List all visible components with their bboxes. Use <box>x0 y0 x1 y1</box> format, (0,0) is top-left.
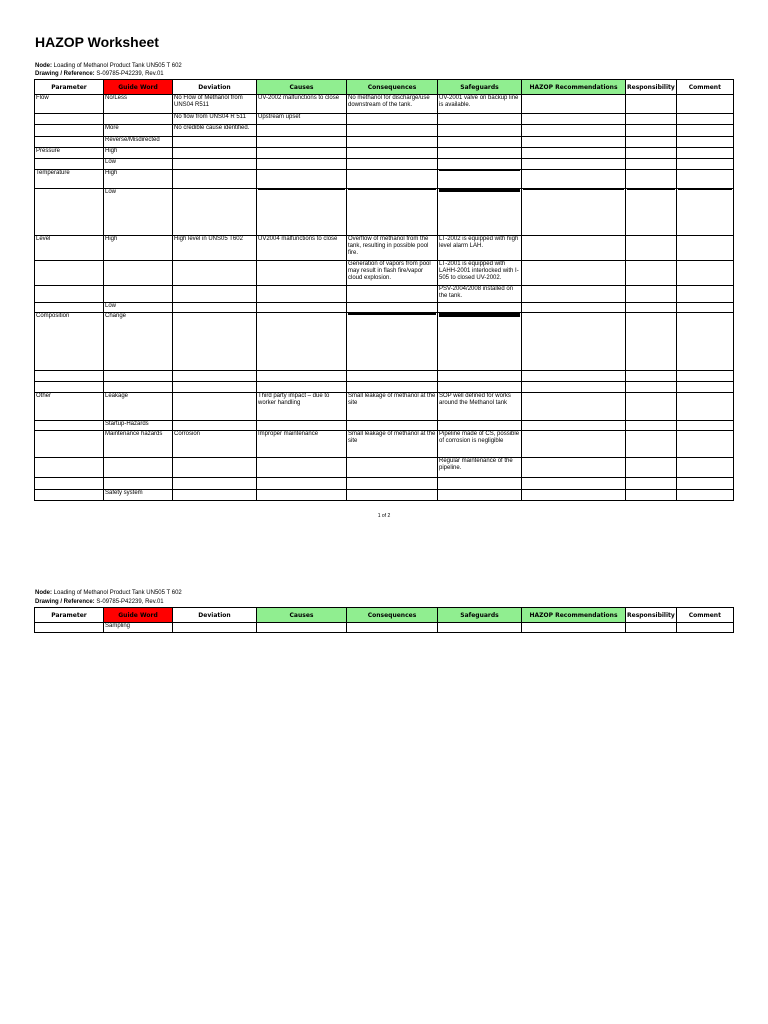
header-deviation: Deviation <box>173 608 257 623</box>
header-recommendations: HAZOP Recommendations <box>522 80 626 95</box>
drawing-line <box>35 70 164 78</box>
cell-consequence: Small leakage of methanol at the site <box>347 431 438 458</box>
cell-safeguard: LT-2001 is equipped with LAHH-2001 interlocked with I-505 to closed UV-2002. <box>438 261 522 286</box>
table-row <box>35 371 734 382</box>
cell-safeguard: Pipeline made of CS, possible of corrosion is negligible <box>438 431 522 458</box>
cell-safeguard: SOP well defined for works around the Methanol tank <box>438 393 522 421</box>
header-parameter: Parameter <box>35 608 104 623</box>
table-row <box>35 148 734 159</box>
table-row <box>35 286 734 303</box>
cell-cause: UV2004 malfunctions to close <box>257 236 347 261</box>
cell-safeguard: LT-2002 is equipped with high level alarm LAH. <box>438 236 522 261</box>
cell-guide-word: Startup-Hazards <box>104 421 173 431</box>
header-row <box>35 80 734 95</box>
header-consequences: Consequences <box>347 80 438 95</box>
cell-guide-word: High <box>104 148 173 159</box>
table-row <box>35 421 734 431</box>
cell-consequence: Generation of vapors from pool may result in flash fire/vapor cloud explosion. <box>347 261 438 286</box>
cell-guide-word: More <box>104 125 173 137</box>
header-comment: Comment <box>676 80 733 95</box>
table-row <box>35 623 734 633</box>
cell-guide-word: Sampling <box>104 623 173 633</box>
cell-safeguard: UV-2001 valve on backup line is available. <box>438 95 522 114</box>
header-guide-word: Guide Word <box>104 80 173 95</box>
header-responsibility: Responsibility <box>626 80 677 95</box>
table-row <box>35 236 734 261</box>
cell-deviation: No credible cause identified. <box>173 125 257 137</box>
cell-deviation: High level in UNS05 T602 <box>173 236 257 261</box>
cell-cause: UV-2002 malfunctions to close <box>257 95 347 114</box>
cell-guide-word: High <box>104 170 173 189</box>
header-deviation: Deviation <box>173 80 257 95</box>
cell-consequence: No methanol for discharge/use downstream of the tank. <box>347 95 438 114</box>
table-row <box>35 303 734 313</box>
drawing-label: Drawing / Reference: <box>35 71 95 77</box>
header-recommendations: HAZOP Recommendations <box>522 608 626 623</box>
cell-consequence: Small leakage of methanol at the site <box>347 393 438 421</box>
node-label: Node: <box>35 590 52 596</box>
table-row <box>35 393 734 421</box>
header-causes: Causes <box>257 80 347 95</box>
drawing-label: Drawing / Reference: <box>35 599 95 605</box>
node-line <box>35 589 182 597</box>
cell-param: Pressure <box>35 148 104 159</box>
cell-deviation: No flow from UNS04 R 511 <box>173 114 257 125</box>
hazop-table <box>34 79 734 501</box>
cell-guide-word: Low <box>104 159 173 170</box>
cell-guide-word: Safety system <box>104 490 173 501</box>
header-responsibility: Responsibility <box>626 608 677 623</box>
header-row <box>35 608 734 623</box>
node-line <box>35 62 182 70</box>
header-consequences: Consequences <box>347 608 438 623</box>
cell-param: Other <box>35 393 104 421</box>
cell-safeguard: PSV-2004/2008 installed on the tank. <box>438 286 522 303</box>
table-row <box>35 137 734 148</box>
cell-guide-word: No/Less <box>104 95 173 114</box>
header-parameter: Parameter <box>35 80 104 95</box>
table-row <box>35 431 734 458</box>
table-row <box>35 382 734 393</box>
cell-cause: Upstream upset <box>257 114 347 125</box>
table-row <box>35 125 734 137</box>
cell-guide-word: Low <box>104 303 173 313</box>
table-row <box>35 313 734 371</box>
node-value: Loading of Methanol Product Tank UN505 T 602 <box>53 590 182 596</box>
cell-deviation: Corrosion <box>173 431 257 458</box>
cell-cause: Improper maintenance <box>257 431 347 458</box>
cell-consequence: Overflow of methanol from the tank, resulting in possible pool fire. <box>347 236 438 261</box>
cell-guide-word: Reverse/Misdirected <box>104 137 173 148</box>
table-row <box>35 490 734 501</box>
node-value: Loading of Methanol Product Tank UN505 T 602 <box>53 63 182 69</box>
table-row <box>35 458 734 478</box>
cell-cause: Third party impact – due to worker handling <box>257 393 347 421</box>
header-safeguards: Safeguards <box>438 608 522 623</box>
cell-guide-word: High <box>104 236 173 261</box>
header-comment: Comment <box>676 608 733 623</box>
table-row <box>35 478 734 490</box>
cell-param: Level <box>35 236 104 261</box>
table-row <box>35 159 734 170</box>
table-row <box>35 189 734 236</box>
cell-param: Temperature <box>35 170 104 189</box>
table-row <box>35 95 734 114</box>
hazop-table-page-2 <box>34 607 734 633</box>
page-footer: 1 of 2 <box>377 513 391 519</box>
drawing-value: S-09785-P42239, Rev.01 <box>96 599 164 605</box>
cell-deviation: No Flow of Methanol from UNS04 R511 <box>173 95 257 114</box>
table-row <box>35 114 734 125</box>
cell-param: Composition <box>35 313 104 371</box>
cell-param: Flow <box>35 95 104 114</box>
header-causes: Causes <box>257 608 347 623</box>
header-guide-word: Guide Word <box>104 608 173 623</box>
cell-guide-word: Leakage <box>104 393 173 421</box>
page-title: HAZOP Worksheet <box>35 34 159 50</box>
node-label: Node: <box>35 63 52 69</box>
cell-safeguard: Regular maintenance of the pipeline. <box>438 458 522 478</box>
header-safeguards: Safeguards <box>438 80 522 95</box>
cell-guide-word: Maintenance hazards <box>104 431 173 458</box>
drawing-value: S-09785-P42239, Rev.01 <box>96 71 164 77</box>
drawing-line <box>35 598 164 606</box>
cell-guide-word: Change <box>104 313 173 371</box>
table-row <box>35 261 734 286</box>
table-row <box>35 170 734 189</box>
cell-guide-word: Low <box>104 189 173 236</box>
